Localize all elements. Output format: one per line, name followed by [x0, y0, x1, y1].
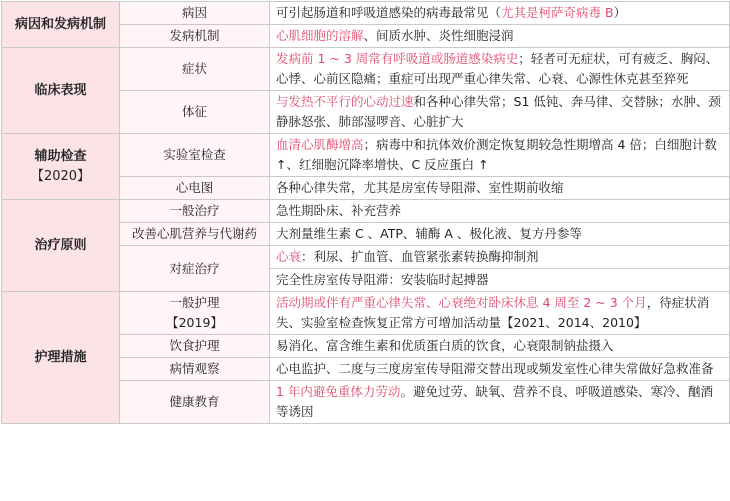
- description-text: ；病毒中和抗体效价测定恢复期较急性期增高 4 倍；白细胞计数 ↑、红细胞沉降率增快、C 反应蛋白 ↑: [276, 137, 717, 172]
- description-cell: [270, 381, 730, 424]
- description-cell: [270, 269, 730, 292]
- subcategory-label: 病情观察: [169, 361, 220, 376]
- description-text: 大剂量维生素 C 、ATP、辅酶 A 、极化液、复方丹参等: [276, 226, 582, 241]
- description-text: 、间质水肿、炎性细胞浸润: [363, 28, 514, 43]
- subcategory-cell: [120, 335, 270, 358]
- subcategory-cell: [120, 381, 270, 424]
- subcategory-cell: [120, 292, 270, 335]
- highlighted-text: 与发热不平行的心动过速: [276, 94, 414, 109]
- description-cell: [270, 246, 730, 269]
- highlighted-text: 心肌细胞的溶解: [276, 28, 364, 43]
- category-cell: [2, 2, 120, 48]
- description-cell: [270, 2, 730, 25]
- description-text: 和各种心律失常；S1 低钝、奔马律、交替脉；水肿、颈静脉怒张、肺部湿啰音、心脏扩大: [276, 94, 721, 129]
- description-cell: [270, 358, 730, 381]
- subcategory-label: 改善心肌营养与代谢药: [131, 226, 257, 241]
- highlighted-text: 血清心肌酶增高: [276, 137, 364, 152]
- description-cell: [270, 177, 730, 200]
- highlighted-text: 活动期或伴有严重心律失常、心衰绝对卧床休息 4 周至 2 ~ 3 个月: [276, 295, 647, 310]
- subcategory-label: 一般护理: [169, 295, 220, 310]
- description-cell: [270, 25, 730, 48]
- category-cell: [2, 134, 120, 200]
- category-label: 辅助检查: [34, 148, 87, 164]
- table-row: [2, 292, 730, 335]
- description-text: 可引起肠道和呼吸道感染的病毒最常见（: [276, 5, 502, 20]
- subcategory-label: 症状: [181, 61, 207, 76]
- subcategory-cell: [120, 25, 270, 48]
- subcategory-label: 体征: [181, 104, 207, 119]
- subcategory-cell: [120, 48, 270, 91]
- category-label: 病因和发病机制: [14, 16, 106, 32]
- subcategory-cell: [120, 91, 270, 134]
- table-row: [2, 134, 730, 177]
- description-cell: [270, 134, 730, 177]
- category-label: 临床表现: [34, 82, 87, 98]
- description-text: 易消化、富含维生素和优质蛋白质的饮食，心衰限制钠盐摄入: [276, 338, 614, 353]
- description-text: ：利尿、扩血管、血管紧张素转换酶抑制剂: [301, 249, 539, 264]
- category-cell: [2, 200, 120, 292]
- description-text: ，待症状消失、实验室检查恢复正常方可增加活动量【2021、2014、2010】: [276, 295, 710, 330]
- description-cell: [270, 223, 730, 246]
- subcategory-cell: [120, 223, 270, 246]
- highlighted-text: 发病前 1 ~ 3 周常有呼吸道或肠道感染病史: [276, 51, 519, 66]
- description-text: 心电监护、二度与三度房室传导阻滞交替出现或频发室性心律失常做好急救准备: [276, 361, 714, 376]
- category-cell: [2, 292, 120, 424]
- subcategory-label: 实验室检查: [163, 147, 226, 162]
- subcategory-cell: [120, 2, 270, 25]
- highlighted-text: 心衰: [276, 249, 302, 264]
- exam-year-tag: 【2020】: [30, 168, 91, 184]
- myocarditis-summary-table: [1, 1, 730, 424]
- exam-year-tag: 【2019】: [166, 315, 223, 330]
- description-text: 完全性房室传导阻滞：安装临时起搏器: [276, 272, 489, 287]
- table-row: [2, 200, 730, 223]
- subcategory-cell: [120, 358, 270, 381]
- description-text: ；轻者可无症状，可有疲乏、胸闷、心悸、心前区隐痛；重症可出现严重心律失常、心衰、心源性休克甚至猝死: [276, 51, 719, 86]
- table-row: [2, 2, 730, 25]
- category-label: 治疗原则: [34, 237, 87, 253]
- subcategory-cell: [120, 200, 270, 223]
- highlighted-text: 1 年内避免重体力劳动: [276, 384, 401, 399]
- description-cell: [270, 335, 730, 358]
- category-cell: [2, 48, 120, 134]
- description-cell: [270, 48, 730, 91]
- description-cell: [270, 91, 730, 134]
- description-text: 各种心律失常，尤其是房室传导阻滞、室性期前收缩: [276, 180, 564, 195]
- description-text: ）: [613, 5, 627, 20]
- description-cell: [270, 200, 730, 223]
- subcategory-label: 心电图: [175, 180, 214, 195]
- subcategory-cell: [120, 134, 270, 177]
- subcategory-label: 对症治疗: [169, 260, 220, 276]
- subcategory-label: 饮食护理: [169, 338, 220, 353]
- subcategory-label: 发病机制: [169, 28, 220, 43]
- description-text: 急性期卧床、补充营养: [276, 203, 402, 218]
- category-label: 护理措施: [34, 349, 87, 365]
- highlighted-text: 尤其是柯萨奇病毒 B: [501, 5, 614, 20]
- table-row: [2, 48, 730, 91]
- subcategory-cell: [120, 177, 270, 200]
- description-cell: [270, 292, 730, 335]
- subcategory-label: 一般治疗: [169, 203, 220, 218]
- description-text: 。避免过劳、缺氧、营养不良、呼吸道感染、寒冷、酗酒等诱因: [276, 384, 713, 419]
- subcategory-label: 健康教育: [169, 394, 220, 409]
- subcategory-cell: [120, 246, 270, 292]
- subcategory-label: 病因: [181, 5, 207, 20]
